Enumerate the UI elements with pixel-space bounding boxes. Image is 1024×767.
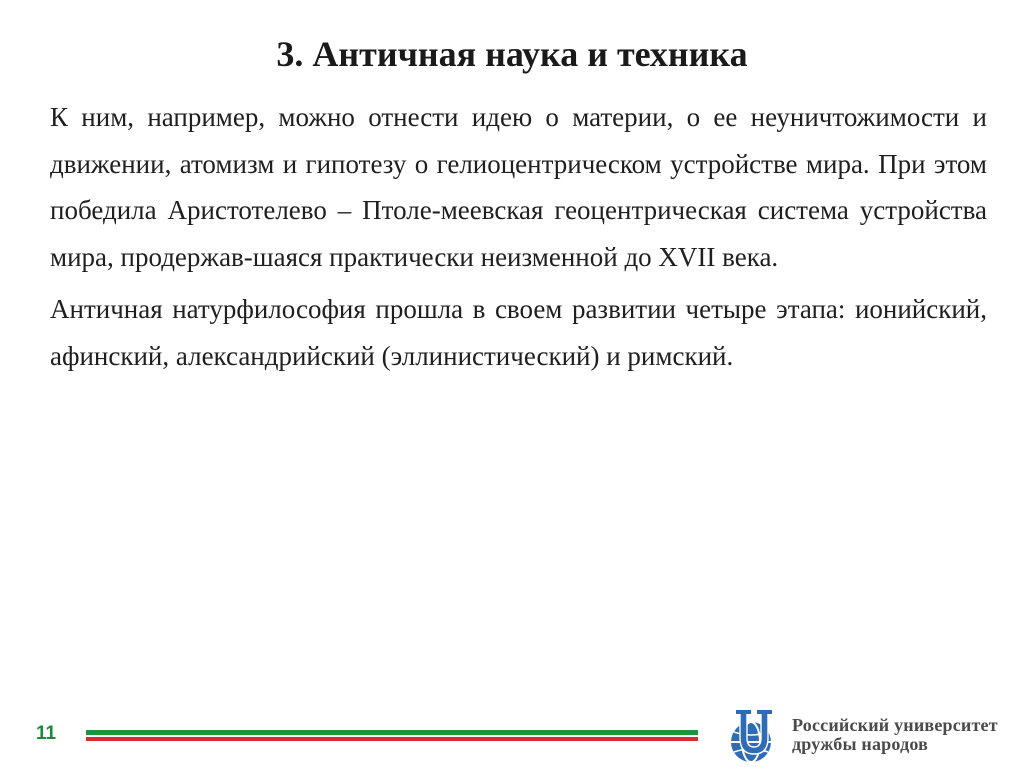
- paragraph-1: К ним, например, можно отнести идею о материи, о ее неуничтожимости и движении, атомизм и гипотезу о гелиоцентрическом устройстве мира. При этом победила Аристотелево – Птоле-меевская геоцентрическая система устройства мира, продержав-шаяся практически неизменной до XVII века.: [50, 102, 987, 272]
- slide-title: 3. Античная наука и техника: [276, 34, 748, 74]
- rudn-globe-logo-icon: [724, 708, 784, 766]
- page-number: 11: [36, 723, 57, 744]
- paragraph-2: Античная натурфилософия прошла в своем развитии четыре этапа: ионийский, афинский, александрийский (эллинистический) и римский.: [50, 294, 987, 371]
- university-name-line2: дружбы народов: [792, 734, 929, 754]
- footer-red-stripe: [86, 737, 698, 741]
- slide-footer: [0, 700, 1024, 767]
- university-name-line1: Российский университет: [792, 715, 998, 735]
- university-name: [792, 716, 998, 754]
- slide-body: [50, 94, 987, 385]
